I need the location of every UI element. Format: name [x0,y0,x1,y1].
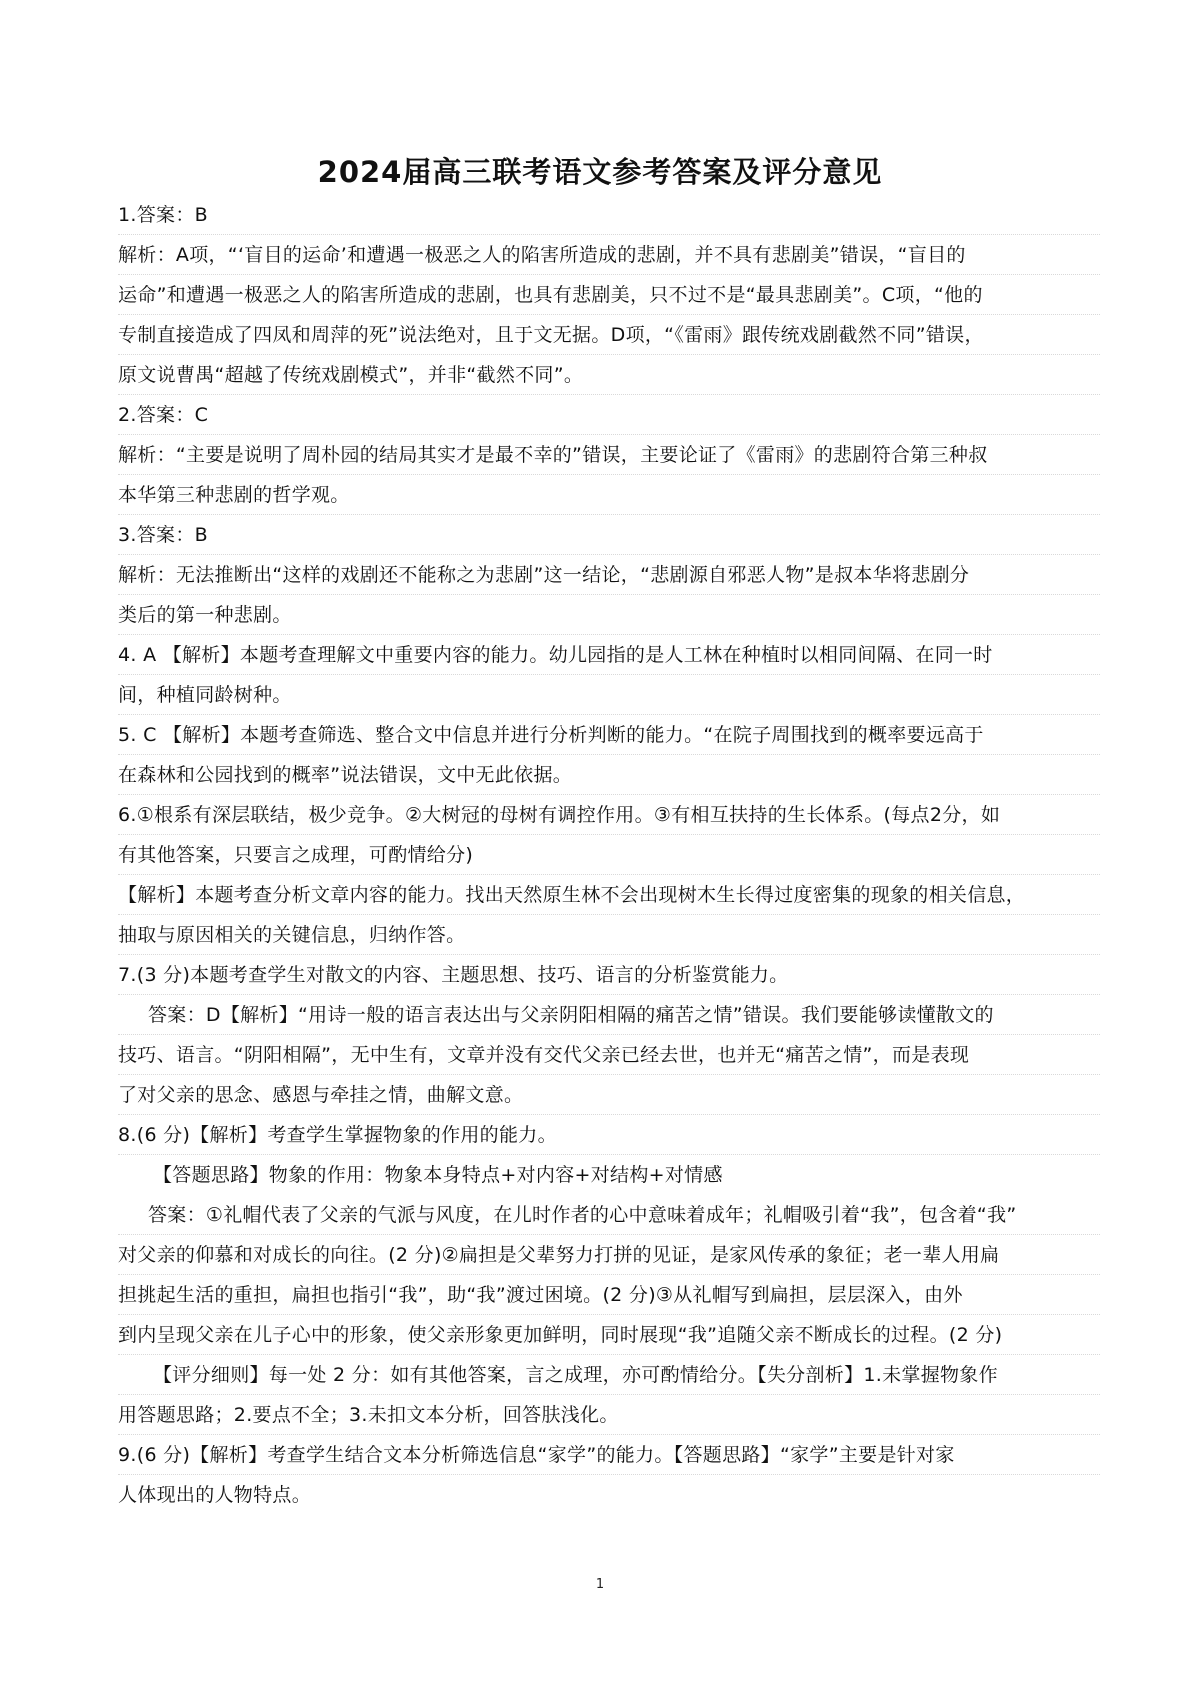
answer-6-line: 6.①根系有深层联结，极少竞争。②大树冠的母树有调控作用。③有相互扶持的生长体系。(每点2分，如 [118,795,1100,835]
answer-8-scoring-line: 【评分细则】每一处 2 分：如有其他答案，言之成理，亦可酌情给分。【失分剖析】1.未掌握物象作 [118,1355,1100,1395]
answer-1-analysis-line: 专制直接造成了四凤和周萍的死”说法绝对，且于文无据。D项，“《雷雨》跟传统戏剧截然不同”错误， [118,315,1100,355]
answer-2-analysis-line: 解析：“主要是说明了周朴园的结局其实才是最不幸的”错误，主要论证了《雷雨》的悲剧符合第三种叔 [118,435,1100,475]
answer-4-line: 4. A 【解析】本题考查理解文中重要内容的能力。幼儿园指的是人工林在种植时以相同间隔、在同一时 [118,635,1100,675]
answer-6-line: 有其他答案，只要言之成理，可酌情给分) [118,835,1100,875]
answer-7-line: 技巧、语言。“阴阳相隔”，无中生有，文章并没有交代父亲已经去世，也并无“痛苦之情”，而是表现 [118,1035,1100,1075]
answer-8-scoring-line: 用答题思路；2.要点不全；3.未扣文本分析，回答肤浅化。 [118,1395,1100,1435]
answer-8-line: 答案：①礼帽代表了父亲的气派与风度，在儿时作者的心中意味着成年；礼帽吸引着“我”，包含着“我” [118,1195,1100,1235]
answer-8-heading: 8.(6 分)【解析】考查学生掌握物象的作用的能力。 [118,1115,1100,1155]
page-number: 1 [595,1577,605,1592]
answer-7-line: 答案：D【解析】“用诗一般的语言表达出与父亲阴阳相隔的痛苦之情”错误。我们要能够读懂散文的 [118,995,1100,1035]
answer-3-analysis-line: 类后的第一种悲剧。 [118,595,1100,635]
answer-2-heading: 2.答案：C [118,395,1100,435]
answer-4-line: 间，种植同龄树种。 [118,675,1100,715]
answer-8-line: 对父亲的仰慕和对成长的向往。(2 分)②扁担是父辈努力打拼的见证，是家风传承的象征；老一辈人用扁 [118,1235,1100,1275]
answer-1-analysis-line: 运命”和遭遇一极恶之人的陷害所造成的悲剧，也具有悲剧美，只不过不是“最具悲剧美”。C项，“他的 [118,275,1100,315]
answer-1-analysis-line: 原文说曹禺“超越了传统戏剧模式”，并非“截然不同”。 [118,355,1100,395]
answer-3-analysis-line: 解析：无法推断出“这样的戏剧还不能称之为悲剧”这一结论，“悲剧源自邪恶人物”是叔本华将悲剧分 [118,555,1100,595]
answer-9-heading: 9.(6 分)【解析】考查学生结合文本分析筛选信息“家学”的能力。【答题思路】“家学”主要是针对家 [118,1435,1100,1475]
answer-9-line: 人体现出的人物特点。 [118,1484,312,1506]
answer-6-analysis-line: 【解析】本题考查分析文章内容的能力。找出天然原生林不会出现树木生长得过度密集的现象的相关信息， [118,875,1100,915]
answer-8-approach-line: 【答题思路】物象的作用：物象本身特点+对内容+对结构+对情感 [153,1164,723,1186]
document-body [118,195,1100,1515]
answer-3-heading: 3.答案：B [118,515,1100,555]
answer-5-line: 在森林和公园找到的概率”说法错误，文中无此依据。 [118,755,1100,795]
answer-6-analysis-line: 抽取与原因相关的关键信息，归纳作答。 [118,915,1100,955]
answer-7-line: 了对父亲的思念、感恩与牵挂之情，曲解文意。 [118,1075,1100,1115]
document-title: 2024届高三联考语文参考答案及评分意见 [317,155,883,189]
answer-1-heading: 1.答案：B [118,195,1100,235]
answer-5-line: 5. C 【解析】本题考查筛选、整合文中信息并进行分析判断的能力。“在院子周围找到的概率要远高于 [118,715,1100,755]
answer-1-analysis-line: 解析：A项，“‘盲目的运命’和遭遇一极恶之人的陷害所造成的悲剧，并不具有悲剧美”错误，“盲目的 [118,235,1100,275]
answer-2-analysis-line: 本华第三种悲剧的哲学观。 [118,475,1100,515]
answer-7-heading: 7.(3 分)本题考查学生对散文的内容、主题思想、技巧、语言的分析鉴赏能力。 [118,955,1100,995]
answer-8-line: 到内呈现父亲在儿子心中的形象，使父亲形象更加鲜明，同时展现“我”追随父亲不断成长的过程。(2 分) [118,1315,1100,1355]
answer-8-line: 担挑起生活的重担，扁担也指引“我”，助“我”渡过困境。(2 分)③从礼帽写到扁担，层层深入，由外 [118,1275,1100,1315]
